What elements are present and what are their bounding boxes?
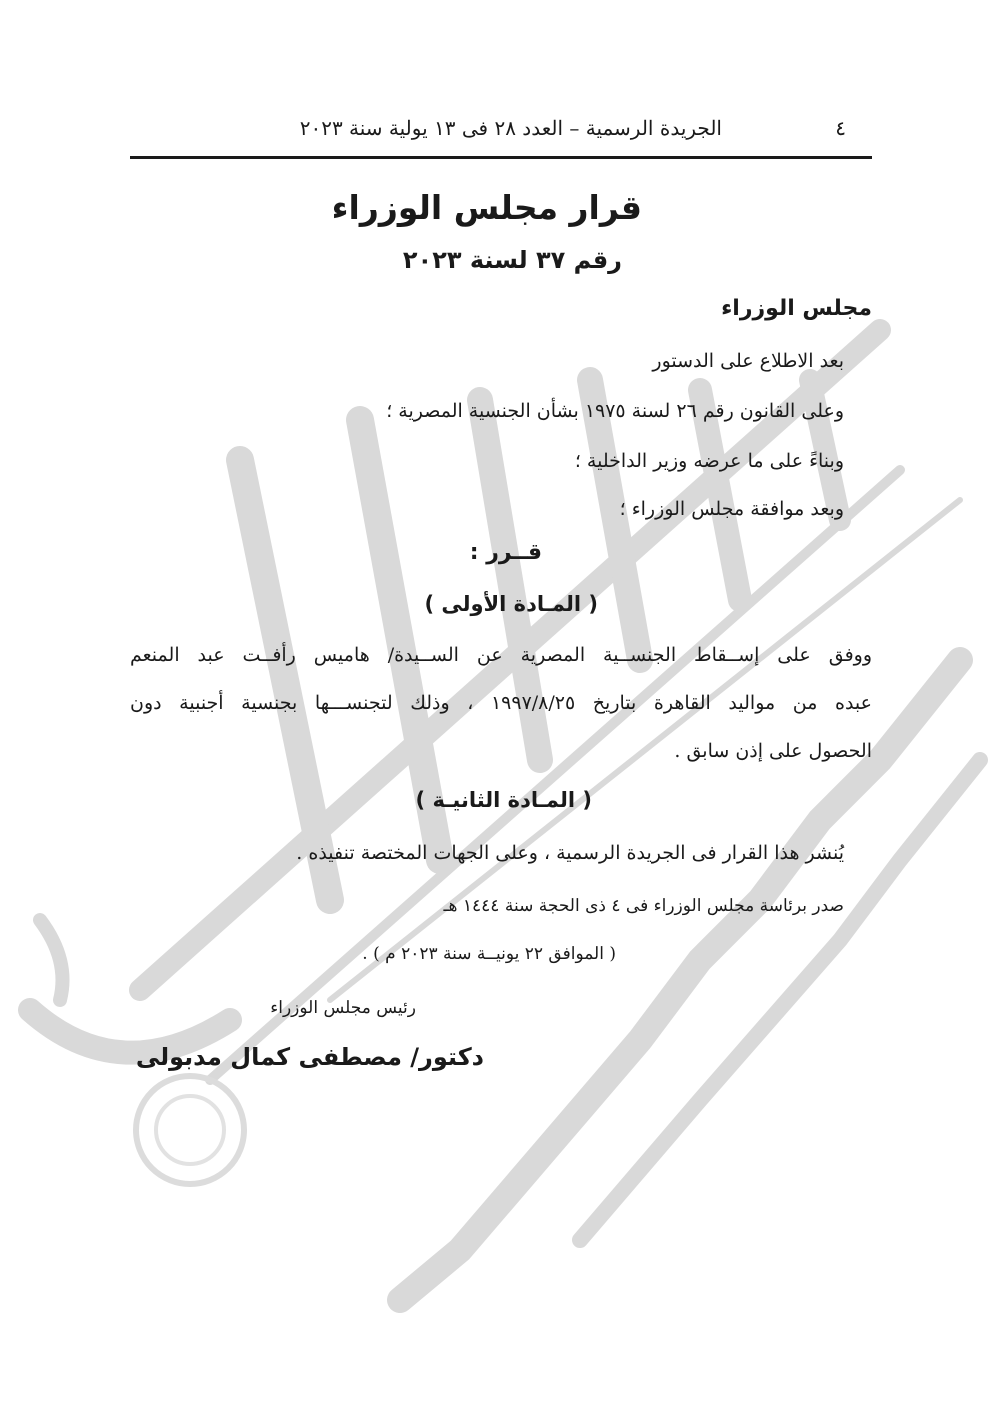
article-1-heading: ( المـادة الأولى ) bbox=[424, 592, 598, 616]
article-1-line: عبده من مواليد القاهرة بتاريخ ١٩٩٧/٨/٢٥ ، وذلك لتجنســـها بجنسية أجنبية دون bbox=[130, 692, 872, 714]
preamble-line: بعد الاطلاع على الدستور bbox=[652, 350, 844, 372]
article-1-line: ووفق على إســقاط الجنســية المصرية عن الســيدة/ هاميس رأفــت عبد المنعم bbox=[130, 644, 872, 666]
page-header bbox=[130, 110, 872, 159]
decided-heading: قــرر : bbox=[469, 540, 542, 565]
preamble-line: وبناءً على ما عرضه وزير الداخلية ؛ bbox=[574, 450, 844, 472]
issued-date-hijri: صدر برئاسة مجلس الوزراء فى ٤ ذى الحجة سنة ١٤٤٤ هـ bbox=[443, 896, 844, 916]
article-2-heading: ( المـادة الثانيـة ) bbox=[415, 788, 592, 812]
decree-number: رقم ٣٧ لسنة ٢٠٢٣ bbox=[402, 246, 622, 274]
article-1-line: الحصول على إذن سابق . bbox=[674, 740, 872, 762]
council-heading: مجلس الوزراء bbox=[721, 296, 872, 321]
decree-title: قرار مجلس الوزراء bbox=[331, 188, 642, 227]
page-number: ٤ bbox=[835, 116, 846, 140]
article-2-text: يُنشر هذا القرار فى الجريدة الرسمية ، وعلى الجهات المختصة تنفيذه . bbox=[296, 842, 844, 864]
signatory-role: رئيس مجلس الوزراء bbox=[270, 998, 416, 1018]
gazette-header-title: الجريدة الرسمية – العدد ٢٨ فى ١٣ يولية سنة ٢٠٢٣ bbox=[299, 116, 722, 140]
issued-date-gregorian: ( الموافق ٢٢ يونيــة سنة ٢٠٢٣ م ) . bbox=[362, 944, 616, 964]
preamble-line: وبعد موافقة مجلس الوزراء ؛ bbox=[619, 498, 844, 520]
preamble-line: وعلى القانون رقم ٢٦ لسنة ١٩٧٥ بشأن الجنسية المصرية ؛ bbox=[386, 400, 844, 422]
signatory-name: دكتور/ مصطفى كمال مدبولى bbox=[135, 1043, 484, 1071]
